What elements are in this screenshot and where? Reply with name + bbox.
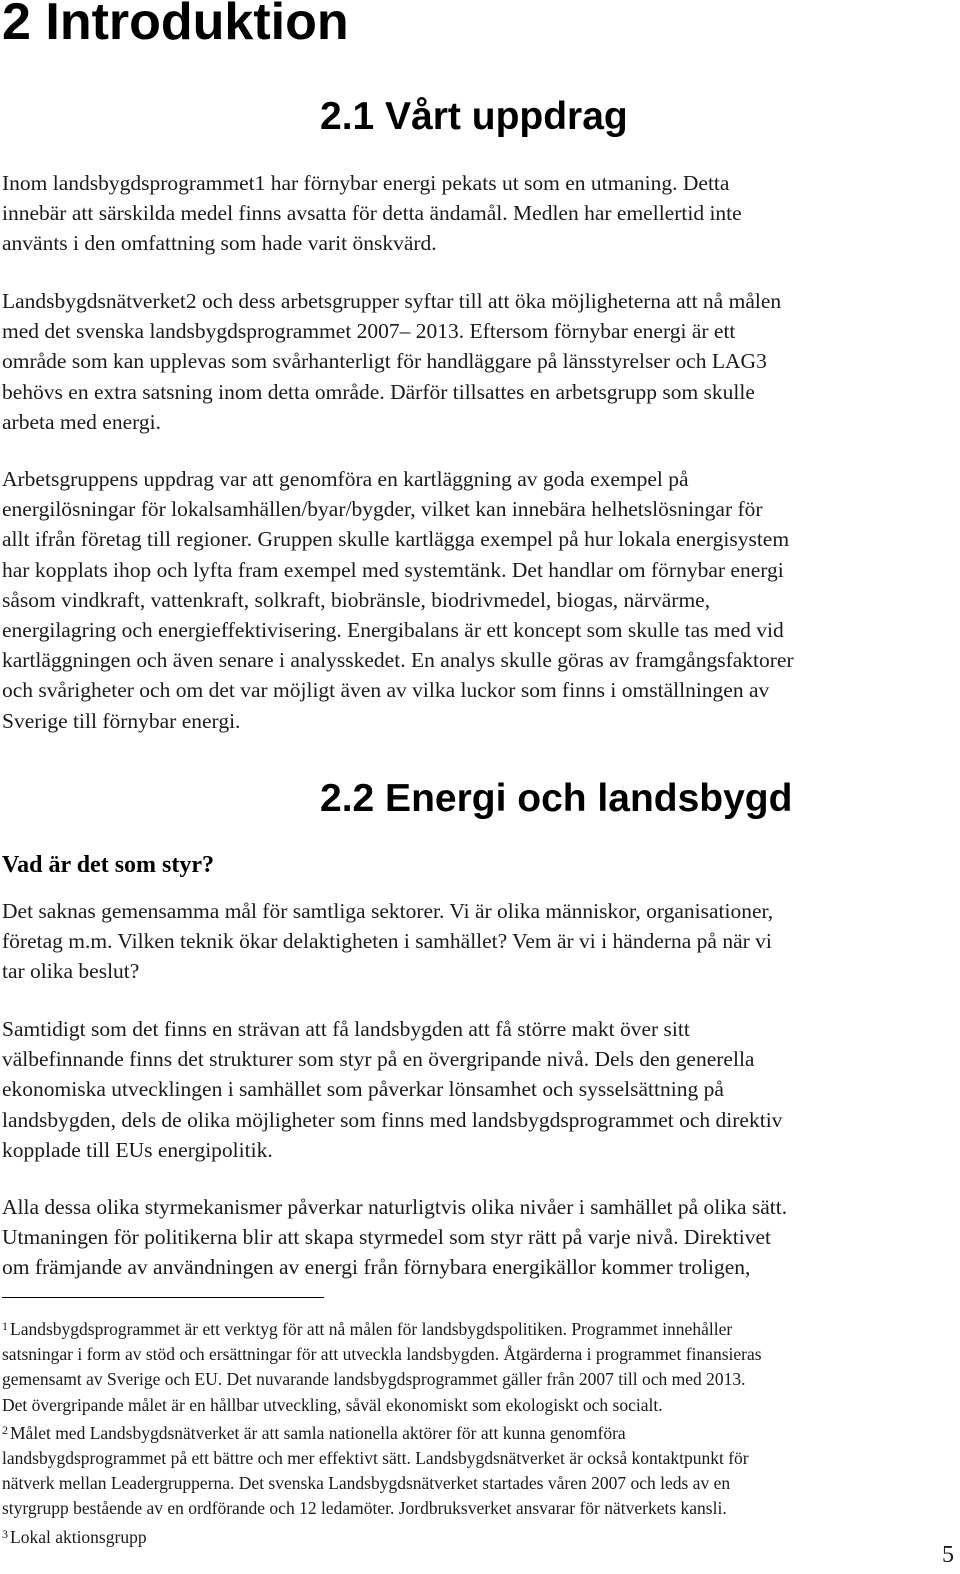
paragraph — [2, 464, 952, 736]
footnote-separator — [2, 1297, 324, 1298]
text-line: med det svenska landsbygdsprogrammet 2007– 2013. Eftersom förnybar energi är ett — [2, 319, 736, 344]
footnote-mark: 1 — [2, 1319, 8, 1333]
footnote-text: Landsbygdsprogrammet är ett verktyg för att nå målen för landsbygdspolitiken. Programmet innehåller — [10, 1319, 733, 1339]
footnote-line: nätverk mellan Leadergrupperna. Det svenska Landsbygdsnätverket startades våren 2007 och leds av en — [2, 1473, 731, 1494]
text-line: företag m.m. Vilken teknik ökar delaktigheten i samhället? Vem är vi i händerna på när vi — [2, 929, 772, 954]
page-number: 5 — [942, 1542, 954, 1568]
footnote-line: satsningar i form av stöd och ersättningar för att utveckla landsbygden. Åtgärderna i programmet finansieras — [2, 1344, 762, 1365]
text-line: har kopplats ihop och lyfta fram exempel med systemtänk. Det handlar om förnybar energi — [2, 557, 784, 582]
text-line: innebär att särskilda medel finns avsatta för detta ändamål. Medlen har emellertid inte — [2, 201, 742, 226]
text-line: landsbygden, dels de olika möjligheter som finns med landsbygdsprogrammet och direktiv — [2, 1107, 783, 1132]
text-line: Arbetsgruppens uppdrag var att genomföra en kartläggning av goda exempel på — [2, 467, 689, 491]
text-line: Utmaningen för politikerna blir att skapa styrmedel som styr rätt på varje nivå. Direktivet — [2, 1225, 772, 1250]
text-line: Inom landsbygdsprogrammet1 har förnybar energi pekats ut som en utmaning. Detta — [2, 171, 730, 195]
text-line: Sverige till förnybar energi. — [2, 708, 241, 733]
footnote-text: Lokal aktionsgrupp — [10, 1526, 147, 1547]
footnote-mark: 3 — [2, 1526, 8, 1541]
text-line: och svårigheter och om det var möjligt även av vilka luckor som finns i omställningen av — [2, 678, 770, 703]
footnote-mark: 2 — [2, 1422, 8, 1437]
footnote-line — [2, 1418, 952, 1446]
footnote-text: Målet med Landsbygdsnätverket är att samla nationella aktörer för att kunna genomföra — [10, 1422, 626, 1443]
text-line: använts i den omfattning som hade varit önskvärd. — [2, 231, 437, 256]
text-line: Samtidigt som det finns en strävan att få landsbygden att få större makt över sitt — [2, 1017, 690, 1041]
text-line: tar olika beslut? — [2, 959, 140, 984]
text-line: arbeta med energi. — [2, 409, 161, 434]
text-line: område som kan upplevas som svårhanterligt för handläggare på länsstyrelser och LAG3 — [2, 349, 767, 374]
text-line: Alla dessa olika styrmekanismer påverkar naturligtvis olika nivåer i samhället på olika sätt. — [2, 1195, 788, 1219]
section-title-vart-uppdrag: 2.1 Vårt uppdrag — [320, 95, 628, 138]
text-line: om främjande av användningen av energi från förnybara energikällor kommer troligen, — [2, 1255, 751, 1280]
text-line: energilagring och energieffektivisering. Energibalans är ett koncept som skulle tas med vid — [2, 618, 784, 643]
text-line: kopplade till EUs energipolitik. — [2, 1137, 273, 1162]
paragraph — [2, 168, 952, 259]
text-line: Det saknas gemensamma mål för samtliga sektorer. Vi är olika människor, organisationer, — [2, 899, 774, 923]
subheading: Vad är det som styr? — [2, 852, 215, 878]
text-line: ekonomiska utvecklingen i samhället som påverkar lönsamhet och sysselsättning på — [2, 1077, 724, 1102]
chapter-title: 2 Introduktion — [2, 0, 349, 51]
footnote-line: styrgrupp bestående av en ordförande och 12 ledamöter. Jordbruksverket ansvarar för nätverkets kansli. — [2, 1498, 727, 1519]
text-line: välbefinnande finns det strukturer som styr på en övergripande nivå. Dels den generella — [2, 1047, 755, 1072]
paragraph — [2, 1192, 952, 1283]
footnotes — [2, 1314, 952, 1550]
text-line: energilösningar för lokalsamhällen/byar/bygder, vilket kan innebära helhetslösningar för — [2, 497, 763, 522]
paragraph — [2, 286, 952, 437]
text-line: Landsbygdsnätverket2 och dess arbetsgrupper syftar till att öka möjligheterna att nå målen — [2, 289, 782, 313]
footnote-line: Det övergripande målet är en hållbar utveckling, såväl ekonomiskt som ekologiskt och socialt. — [2, 1394, 663, 1415]
text-line: kartläggningen och även senare i analysskedet. En analys skulle göras av framgångsfaktorer — [2, 648, 794, 673]
footnote-line — [2, 1314, 952, 1342]
text-line: behövs en extra satsning inom detta område. Därför tillsattes en arbetsgrupp som skulle — [2, 379, 755, 404]
section-title-energi-och-landsbygd: 2.2 Energi och landsbygd — [320, 777, 793, 820]
footnote-line — [2, 1522, 952, 1550]
text-line: allt ifrån företag till regioner. Gruppen skulle kartlägga exempel på hur lokala energisystem — [2, 527, 790, 552]
text-line: såsom vindkraft, vattenkraft, solkraft, biobränsle, biodrivmedel, biogas, närvärme, — [2, 587, 711, 612]
paragraph — [2, 896, 952, 987]
footnote-line: gemensamt av Sverige och EU. Det nuvarande landsbygdsprogrammet gäller från 2007 till och med 2013. — [2, 1369, 746, 1390]
footnote-line: landsbygdsprogrammet på ett bättre och mer effektivt sätt. Landsbygdsnätverket är också kontaktpunkt för — [2, 1448, 749, 1469]
paragraph — [2, 1014, 952, 1165]
